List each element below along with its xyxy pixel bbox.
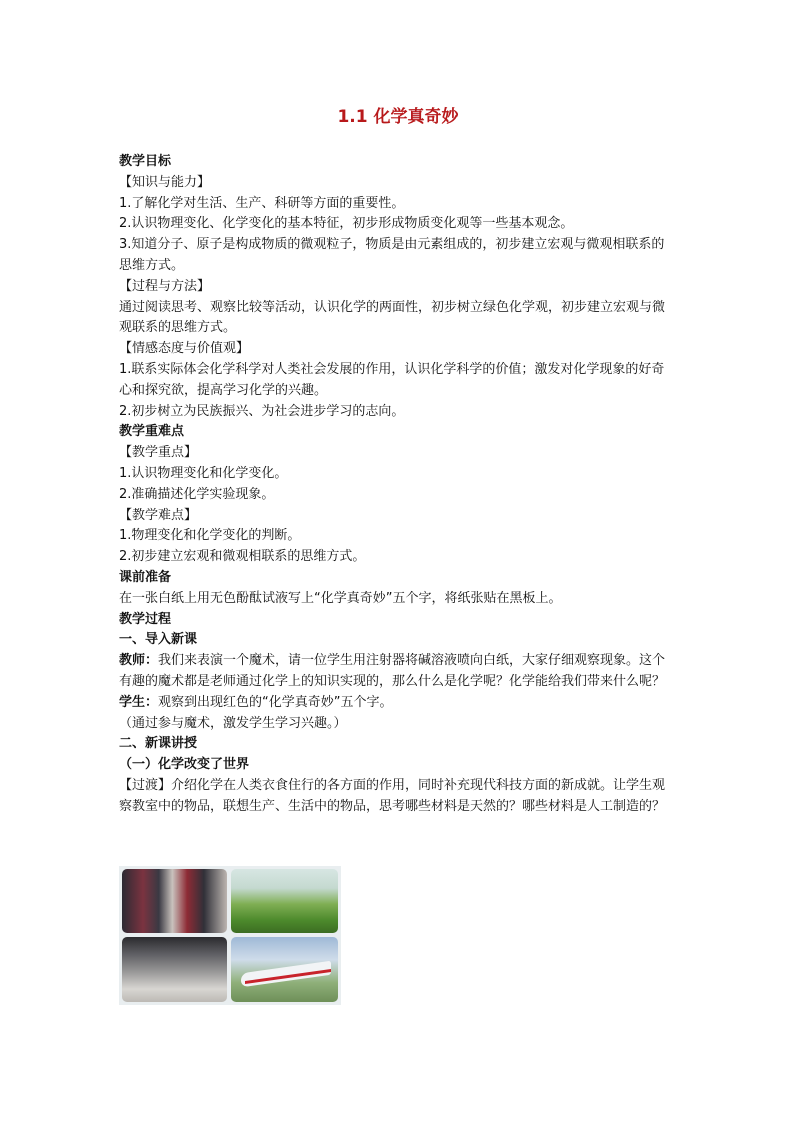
section-heading xyxy=(119,734,677,755)
paragraph-line xyxy=(119,485,677,506)
line-text: 在一张白纸上用无色酚酞试液写上“化学真奇妙”五个字，将纸张贴在黑板上。 xyxy=(119,590,562,606)
document-title: 1.1 化学真奇妙 xyxy=(337,107,459,127)
paragraph-line xyxy=(119,277,677,298)
line-text: 2.初步树立为民族振兴、为社会进步学习的志向。 xyxy=(119,403,405,419)
train-body xyxy=(241,961,331,988)
line-text: 教学过程 xyxy=(119,611,172,627)
line-text: 观察到出现红色的“化学真奇妙”五个字。 xyxy=(158,694,393,710)
document-body xyxy=(119,152,677,818)
section-heading xyxy=(119,152,677,173)
line-text: （通过参与魔术，激发学生学习兴趣。） xyxy=(119,715,347,731)
line-text: 1.了解化学对生活、生产、科研等方面的重要性。 xyxy=(119,195,405,211)
line-text: 教学目标 xyxy=(119,154,172,169)
line-text: 【过程与方法】 xyxy=(119,278,211,294)
section-heading xyxy=(119,422,677,443)
line-text: （一）化学改变了世界 xyxy=(119,757,250,773)
paragraph-line xyxy=(119,464,677,485)
bullet-train-photo xyxy=(231,937,338,1002)
line-text: 一、导入新课 xyxy=(119,632,198,648)
line-text: 1.物理变化和化学变化的判断。 xyxy=(119,528,301,544)
line-text: 【情感态度与价值观】 xyxy=(119,341,250,357)
paragraph-line xyxy=(119,506,677,527)
paragraph-line xyxy=(119,693,677,714)
illustration-collage xyxy=(119,866,341,1005)
line-text: 2.准确描述化学实验现象。 xyxy=(119,486,275,502)
line-text: 通过阅读思考、观察比较等活动，认识化学的两面性，初步树立绿色化学观，初步建立宏观与微观联系的思维方式。 xyxy=(119,299,666,336)
section-heading xyxy=(119,755,677,776)
line-text: 2.初步建立宏观和微观相联系的思维方式。 xyxy=(119,549,366,565)
paragraph-line xyxy=(119,776,677,818)
section-heading xyxy=(119,610,677,631)
speaker-label: 学生： xyxy=(119,694,159,710)
paragraph-line xyxy=(119,714,677,735)
paragraph-line xyxy=(119,589,677,610)
farmland-photo xyxy=(231,869,338,933)
paragraph-line xyxy=(119,339,677,360)
line-text: 1.认识物理变化和化学变化。 xyxy=(119,465,288,481)
paragraph-line xyxy=(119,235,677,277)
living-room-photo xyxy=(122,937,227,1002)
paragraph-line xyxy=(119,298,677,340)
line-text: 3.知道分子、原子是构成物质的微观粒子，物质是由元素组成的，初步建立宏观与微观相联系的思维方式。 xyxy=(119,237,665,273)
section-heading xyxy=(119,630,677,651)
paragraph-line xyxy=(119,526,677,547)
line-text: 【教学难点】 xyxy=(119,507,198,523)
line-text: 课前准备 xyxy=(119,569,172,585)
line-text: 2.认识物理变化、化学变化的基本特征，初步形成物质变化观等一些基本观念。 xyxy=(119,216,574,232)
paragraph-line xyxy=(119,173,677,194)
paragraph-line xyxy=(119,651,677,693)
line-text: 1.联系实际体会化学科学对人类社会发展的作用，认识化学科学的价值；激发对化学现象的好奇心和探究欲，提高学习化学的兴趣。 xyxy=(119,361,665,398)
line-text: 【教学重点】 xyxy=(119,445,198,461)
paragraph-line xyxy=(119,360,677,402)
clothing-store-photo xyxy=(122,869,227,933)
paragraph-line xyxy=(119,443,677,464)
line-text: 教学重难点 xyxy=(119,424,185,440)
line-text: 二、新课讲授 xyxy=(119,736,198,752)
paragraph-line xyxy=(119,547,677,568)
line-text: 【过渡】介绍化学在人类衣食住行的各方面的作用，同时补充现代科技方面的新成就。让学生观察教室中的物品，联想生产、生活中的物品，思考哪些材料是天然的？哪些材料是人工制造的？ xyxy=(119,777,666,814)
section-heading xyxy=(119,568,677,589)
line-text: 我们来表演一个魔术，请一位学生用注射器将碱溶液喷向白纸，大家仔细观察现象。这个有趣的魔术都是老师通过化学上的知识实现的，那么什么是化学呢？化学能给我们带来什么呢？ xyxy=(119,653,666,689)
speaker-label: 教师： xyxy=(119,653,159,669)
paragraph-line xyxy=(119,402,677,423)
paragraph-line xyxy=(119,214,677,235)
paragraph-line xyxy=(119,194,677,215)
line-text: 【知识与能力】 xyxy=(119,174,211,190)
